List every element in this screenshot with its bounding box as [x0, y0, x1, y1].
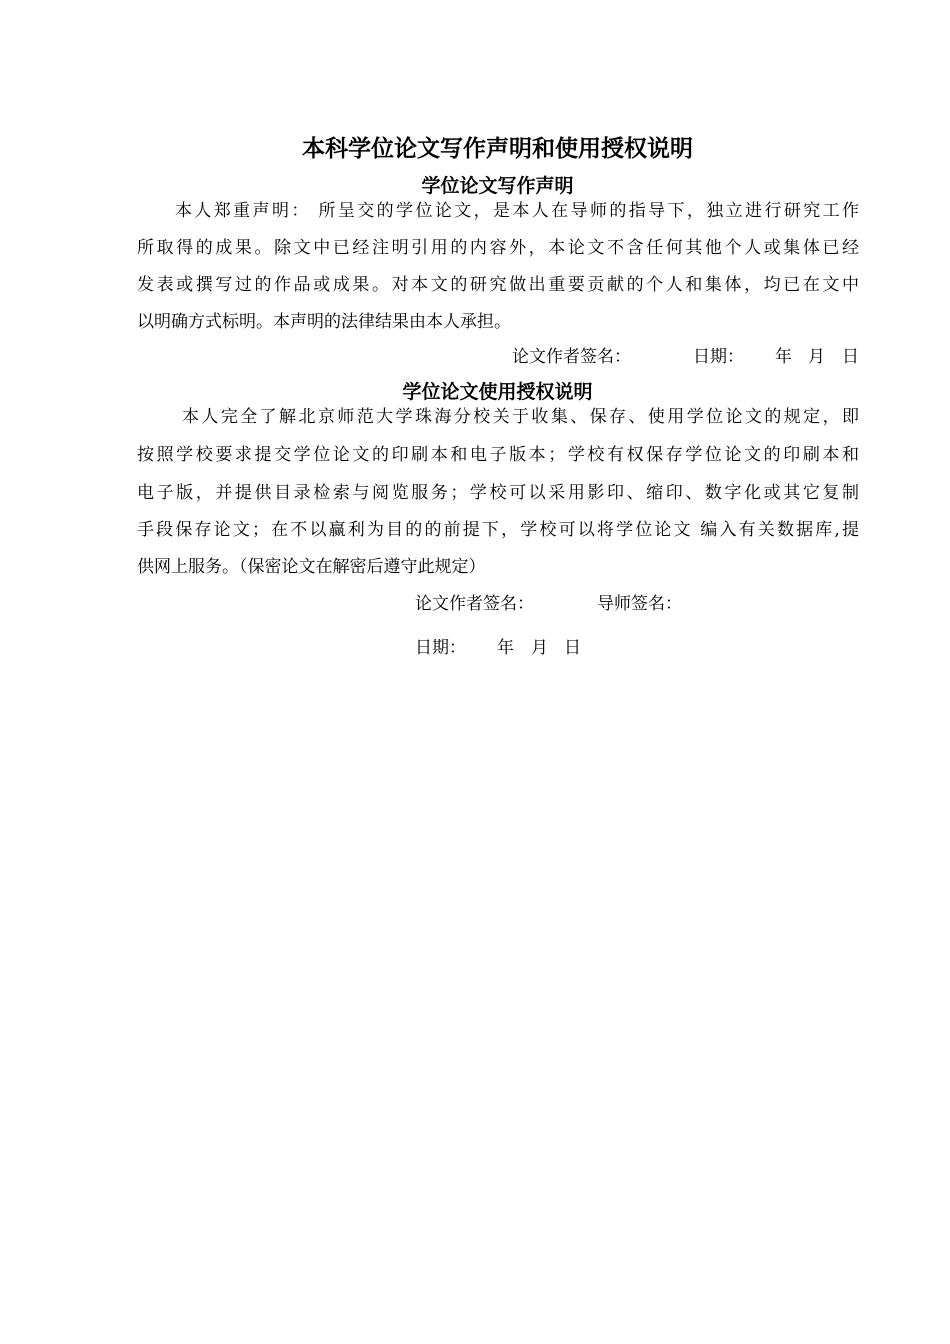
declaration-line-2: 所取得的成果。除文中已经注明引用的内容外，本论文不含任何其他个人或集体已经 [137, 238, 859, 258]
authorization-line-5: 供网上服务。（保密论文在解密后遵守此规定） [137, 557, 486, 577]
authorization-line-2: 按照学校要求提交学位论文的印刷本和电子版本；学校有权保存学位论文的印刷本和 [137, 445, 859, 465]
authorization-day-label: 日 [564, 638, 581, 658]
declaration-author-signature-label: 论文作者签名： [512, 347, 631, 367]
declaration-line-4: 以明确方式标明。本声明的法律结果由本人承担。 [137, 312, 511, 332]
declaration-heading: 学位论文写作声明 [421, 175, 574, 197]
document-title: 本科学位论文写作声明和使用授权说明 [302, 136, 693, 162]
declaration-line-3: 发表或撰写过的作品或成果。对本文的研究做出重要贡献的个人和集体，均已在文中 [137, 275, 859, 295]
declaration-date-label: 日期： [693, 347, 744, 367]
declaration-month-label: 月 [808, 347, 825, 367]
authorization-line-3: 电子版，并提供目录检索与阅览服务；学校可以采用影印、缩印、数字化或其它复制 [137, 483, 859, 503]
authorization-advisor-signature-label: 导师签名： [597, 594, 682, 614]
declaration-line-1: 本人郑重声明： 所呈交的学位论文，是本人在导师的指导下，独立进行研究工作 [175, 201, 859, 221]
authorization-line-4: 手段保存论文；在不以赢利为目的的前提下，学校可以将学位论文 编入有关数据库,提 [137, 520, 859, 540]
authorization-author-signature-label: 论文作者签名： [415, 594, 534, 614]
declaration-year-label: 年 [775, 347, 792, 367]
authorization-line-1: 本人完全了解北京师范大学珠海分校关于收集、保存、使用学位论文的规定，即 [182, 407, 859, 427]
authorization-heading: 学位论文使用授权说明 [402, 381, 593, 403]
authorization-month-label: 月 [531, 638, 548, 658]
authorization-year-label: 年 [497, 638, 514, 658]
declaration-day-label: 日 [842, 347, 859, 367]
authorization-date-label: 日期： [415, 638, 466, 658]
